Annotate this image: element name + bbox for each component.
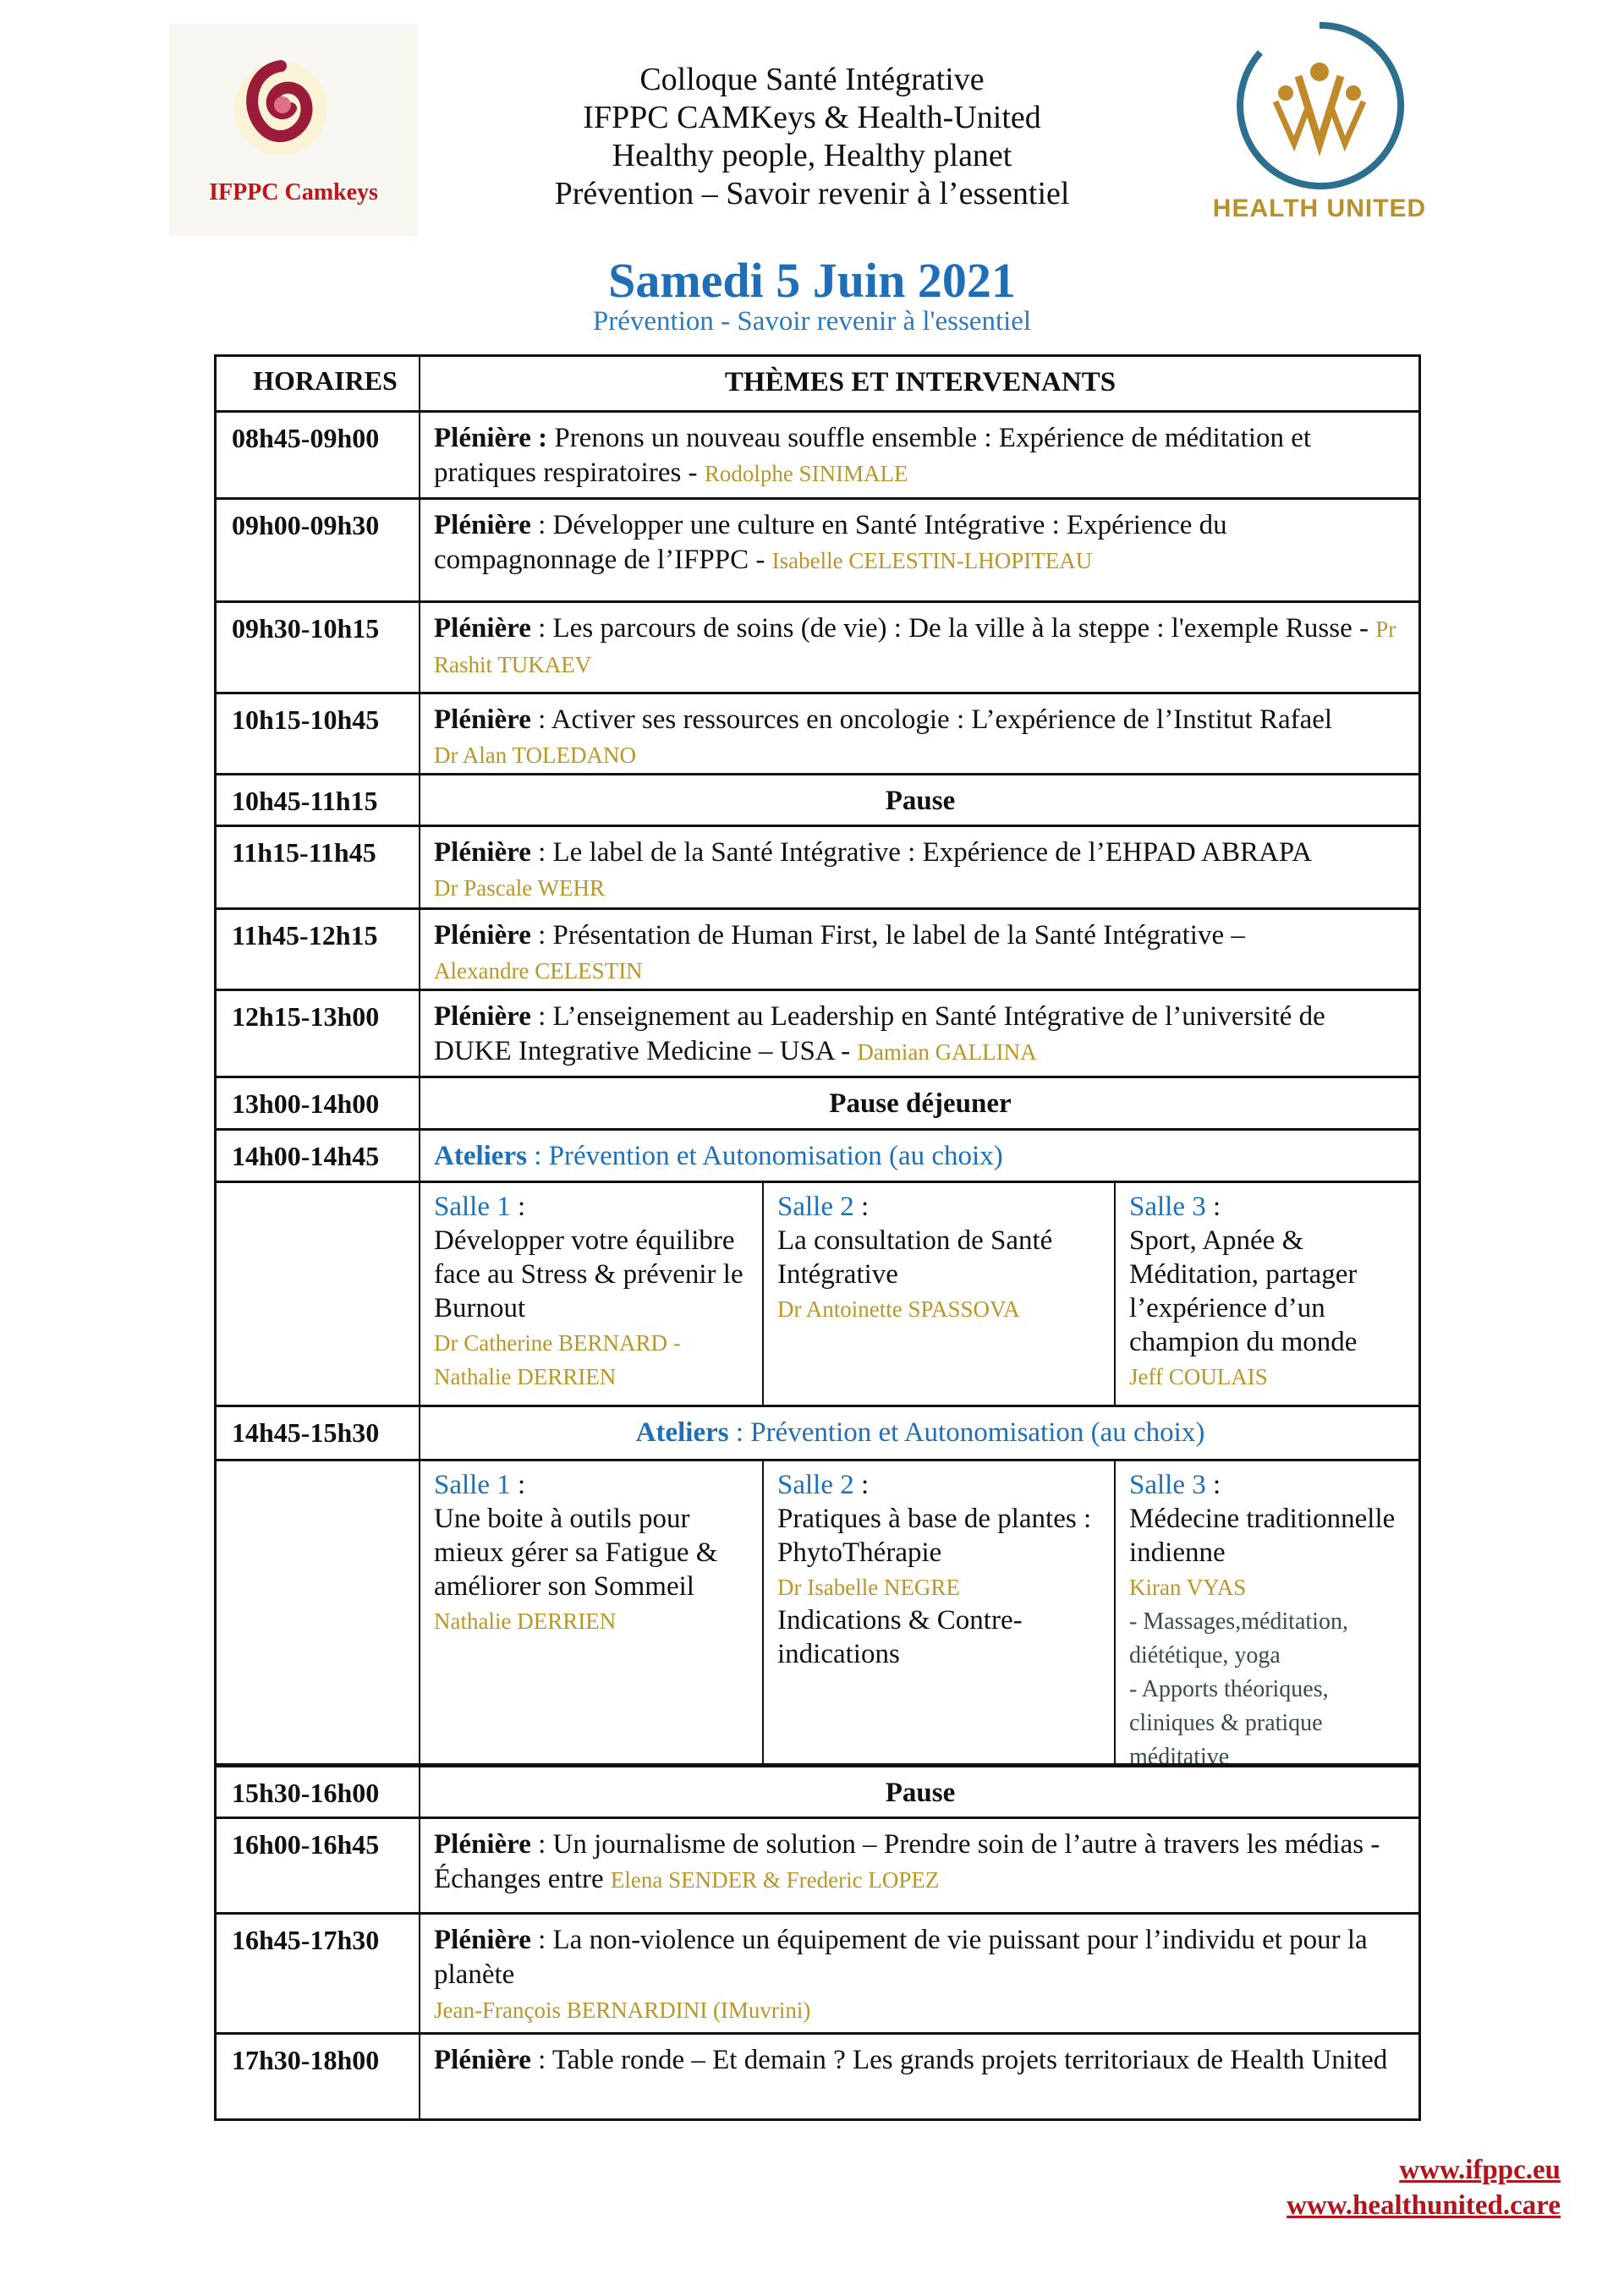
- salle-colon: :: [1205, 1470, 1221, 1500]
- salle-label: Salle 3: [1129, 1470, 1206, 1500]
- salle-colon: :: [853, 1470, 870, 1500]
- session-title: : Table ronde – Et demain ? Les grands projets territoriaux de Health United: [530, 2045, 1388, 2075]
- speaker: Dr Antoinette SPASSOVA: [777, 1296, 1020, 1322]
- time-slot: 11h45-12h15: [217, 910, 420, 989]
- speaker: Elena SENDER & Frederic LOPEZ: [610, 1867, 940, 1893]
- speaker: Rodolphe SINIMALE: [704, 461, 908, 486]
- speaker: Dr Pascale WEHR: [434, 875, 605, 901]
- salle-label: Salle 2: [777, 1470, 854, 1500]
- speaker: Damian GALLINA: [857, 1039, 1037, 1065]
- health-united-logo-text: HEALTH UNITED: [1212, 195, 1427, 222]
- session: [420, 910, 1418, 989]
- people-circle-icon: [1210, 17, 1429, 195]
- table-row: [217, 1912, 1418, 2032]
- session-type: Plénière: [434, 2045, 531, 2075]
- session-type: Plénière: [434, 1829, 531, 1860]
- speaker: Dr Catherine BERNARD - Nathalie DERRIEN: [434, 1330, 681, 1389]
- workshop-cell: [1116, 1461, 1418, 1770]
- speaker: Alexandre CELESTIN: [434, 958, 643, 984]
- page-subtitle: Prévention - Savoir revenir à l'essentiel: [592, 306, 1032, 337]
- session-type: Plénière: [434, 837, 531, 868]
- table-row: [217, 1817, 1418, 1912]
- table-row: [217, 2032, 1418, 2121]
- schedule-table: [214, 354, 1421, 2121]
- table-row: [217, 692, 1418, 773]
- time-slot: 13h00-14h00: [217, 1078, 420, 1128]
- speaker: Dr Alan TOLEDANO: [434, 743, 636, 768]
- session: [420, 1131, 1418, 1181]
- workshop-extra: Indications & Contre-indications: [777, 1605, 1023, 1669]
- header-line: Colloque Santé Intégrative: [639, 62, 985, 97]
- session: [420, 603, 1418, 692]
- time-slot-empty: [217, 1183, 420, 1405]
- time-slot: 14h45-15h30: [217, 1407, 420, 1459]
- time-slot: 11h15-11h45: [217, 827, 420, 907]
- spiral-logo-icon: [230, 49, 332, 167]
- table-row: [217, 1405, 1418, 1459]
- ifppc-logo-text: IFPPC Camkeys: [209, 179, 378, 205]
- workshop-title: Développer votre équilibre face au Stress & prévenir le Burnout: [434, 1225, 743, 1323]
- session-type: Plénière: [434, 1001, 531, 1032]
- session-title: Prenons un nouveau souffle ensemble : Expérience de méditation et pratiques respiratoires -: [434, 423, 1312, 488]
- header-line: IFPPC CAMKeys & Health-United: [583, 100, 1041, 135]
- page-title: Samedi 5 Juin 2021: [608, 253, 1016, 308]
- workshop-cell: [420, 1461, 764, 1763]
- table-row: [217, 497, 1418, 600]
- header-line: Prévention – Savoir revenir à l’essentiel: [554, 176, 1070, 211]
- workshop-title: Une boite à outils pour mieux gérer sa Fatigue & améliorer son Sommeil: [434, 1504, 718, 1602]
- salle-colon: :: [853, 1192, 870, 1222]
- session-title: : Prévention et Autonomisation (au choix): [526, 1141, 1003, 1171]
- session: [420, 694, 1418, 773]
- workshop-title: Pratiques à base de plantes : PhytoThérapie: [777, 1504, 1092, 1568]
- salle-colon: :: [510, 1192, 526, 1222]
- session-title: : Présentation de Human First, le label de la Santé Intégrative –: [530, 920, 1245, 951]
- time-slot: 09h00-09h30: [217, 500, 420, 600]
- time-slot: 12h15-13h00: [217, 991, 420, 1076]
- session-type: Plénière: [434, 510, 531, 540]
- table-row: [217, 1763, 1418, 1817]
- pause-label: Pause: [885, 786, 956, 816]
- workshop-cell: [420, 1183, 764, 1405]
- footer-links: [1287, 2152, 1561, 2223]
- healthunited-website-link[interactable]: www.healthunited.care: [1287, 2190, 1561, 2221]
- header-line: Healthy people, Healthy planet: [612, 138, 1012, 173]
- workshop-cell: [1116, 1183, 1418, 1405]
- speaker: Isabelle CELESTIN-LHOPITEAU: [771, 548, 1093, 573]
- time-slot: 09h30-10h15: [217, 603, 420, 692]
- session-title: : Un journalisme de solution – Prendre soin de l’autre à travers les médias - Échanges entre: [434, 1829, 1380, 1894]
- table-row: [217, 1076, 1418, 1128]
- table-row: [217, 410, 1418, 497]
- ateliers-row: [217, 1181, 1418, 1405]
- session-type: Plénière: [434, 1925, 531, 1955]
- session-type: Plénière :: [434, 423, 548, 453]
- speaker: Jean-François BERNARDINI (IMuvrini): [434, 1997, 811, 2023]
- table-row: [217, 989, 1418, 1076]
- pause-label: Pause déjeuner: [829, 1088, 1012, 1119]
- ateliers-row: [217, 1459, 1418, 1770]
- session-title: : Le label de la Santé Intégrative : Expérience de l’EHPAD ABRAPA: [530, 837, 1313, 868]
- workshop-bullet: - Massages,méditation, diététique, yoga: [1129, 1608, 1348, 1669]
- session-title: : La non-violence un équipement de vie puissant pour l’individu et pour la planète: [434, 1925, 1368, 1990]
- ifppc-camkeys-logo: [169, 24, 418, 236]
- speaker: Jeff COULAIS: [1129, 1364, 1268, 1389]
- session-type: Plénière: [434, 613, 531, 644]
- time-slot: 10h45-11h15: [217, 775, 420, 825]
- event-header: [474, 61, 1150, 213]
- session: [420, 1407, 1418, 1459]
- session-title: : Prévention et Autonomisation (au choix): [728, 1417, 1205, 1448]
- salle-label: Salle 3: [1129, 1192, 1206, 1222]
- speaker: Kiran VYAS: [1129, 1575, 1247, 1600]
- table-row: [217, 600, 1418, 692]
- session: [420, 2035, 1418, 2121]
- time-slot: 17h30-18h00: [217, 2035, 420, 2121]
- speaker: Pr Rashit TUKAEV: [434, 616, 1396, 677]
- session-title: : Les parcours de soins (de vie) : De la ville à la steppe : l'exemple Russe -: [530, 613, 1376, 644]
- workshop-title: La consultation de Santé Intégrative: [777, 1225, 1053, 1290]
- table-row: [217, 773, 1418, 825]
- session: [420, 827, 1418, 907]
- speaker: Nathalie DERRIEN: [434, 1608, 617, 1634]
- salle-colon: :: [510, 1470, 526, 1500]
- col-header-horaires: HORAIRES: [217, 357, 420, 410]
- col-header-themes: THÈMES ET INTERVENANTS: [724, 367, 1116, 397]
- time-slot-empty: [217, 1461, 420, 1763]
- workshop-title: Sport, Apnée & Méditation, partager l’expérience d’un champion du monde: [1129, 1225, 1358, 1357]
- salle-colon: :: [1205, 1192, 1221, 1222]
- time-slot: 16h45-17h30: [217, 1915, 420, 2032]
- session-type: Plénière: [434, 704, 531, 735]
- session-title: : L’enseignement au Leadership en Santé Intégrative de l’université de DUKE Integrative Medicine – USA -: [434, 1001, 1325, 1066]
- session-type: Plénière: [434, 920, 531, 951]
- workshop-title: Médecine traditionnelle indienne: [1129, 1504, 1396, 1568]
- salle-label: Salle 2: [777, 1192, 854, 1222]
- health-united-logo: [1210, 17, 1429, 237]
- salle-label: Salle 1: [434, 1470, 511, 1500]
- time-slot: 14h00-14h45: [217, 1131, 420, 1181]
- session-type: Ateliers: [434, 1141, 527, 1171]
- salle-label: Salle 1: [434, 1192, 511, 1222]
- session-type: Ateliers: [635, 1417, 729, 1448]
- workshop-bullet: - Apports théoriques, cliniques & pratique méditative: [1129, 1676, 1329, 1770]
- session: [420, 1915, 1418, 2032]
- pause-label: Pause: [885, 1778, 956, 1808]
- session: [420, 413, 1418, 497]
- time-slot: 16h00-16h45: [217, 1819, 420, 1912]
- time-slot: 15h30-16h00: [217, 1767, 420, 1817]
- table-row: [217, 825, 1418, 907]
- ifppc-website-link[interactable]: www.ifppc.eu: [1399, 2155, 1561, 2185]
- session-title: : Activer ses ressources en oncologie : L’expérience de l’Institut Rafael: [530, 704, 1333, 735]
- session-title: : Développer une culture en Santé Intégrative : Expérience du compagnonnage de l’IFPPC -: [434, 510, 1227, 575]
- time-slot: 10h15-10h45: [217, 694, 420, 773]
- workshop-cell: [764, 1461, 1116, 1763]
- table-header: [217, 357, 1418, 410]
- session: [420, 500, 1418, 600]
- table-row: [217, 907, 1418, 989]
- time-slot: 08h45-09h00: [217, 413, 420, 497]
- session: [420, 991, 1418, 1076]
- table-row: [217, 1128, 1418, 1181]
- speaker: Dr Isabelle NEGRE: [777, 1575, 960, 1600]
- session: [420, 1819, 1418, 1912]
- workshop-cell: [764, 1183, 1116, 1405]
